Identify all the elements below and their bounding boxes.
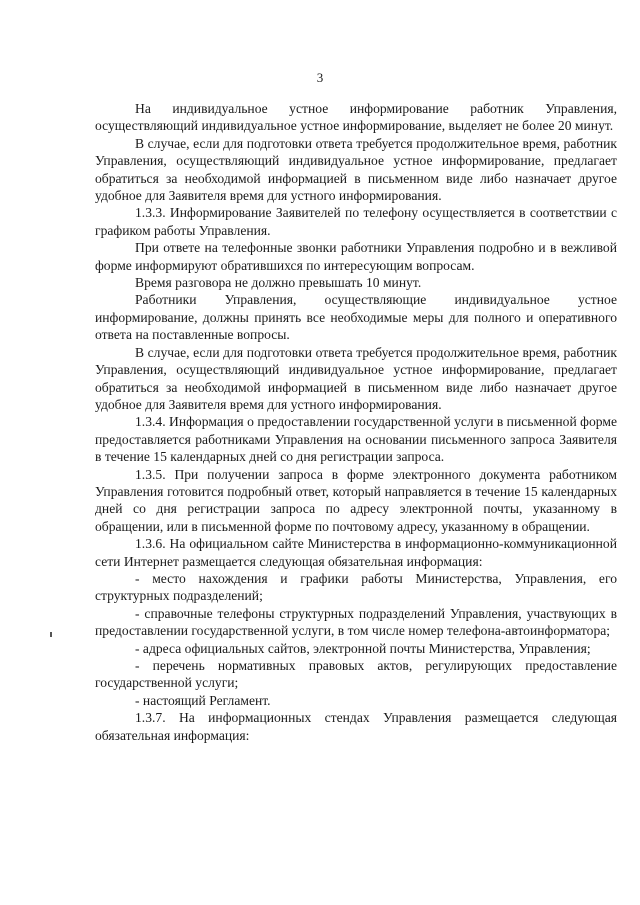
paragraph: Работники Управления, осуществляющие индивидуальное устное информирование, должны принять все необходимые меры для полного и оперативного ответа на поставленные вопросы. <box>95 292 617 343</box>
paragraph: На индивидуальное устное информирование работник Управления, осуществляющий индивидуальное устное информирование, выделяет не более 20 минут. <box>95 101 617 134</box>
paragraph: В случае, если для подготовки ответа требуется продолжительное время, работник Управления, осуществляющий индивидуальное устное информирование, предлагает обратиться за необходимой информацией в письменном виде либо назначает другое удобное для Заявителя время для устного информирования. <box>95 344 617 412</box>
paragraph: 1.3.6. На официальном сайте Министерства в информационно-коммуникационной сети Интернет размещается следующая обязательная информация: <box>95 536 617 569</box>
list-item: - настоящий Регламент. <box>135 692 271 708</box>
list-item: - место нахождения и графики работы Министерства, Управления, его структурных подразделений; <box>95 570 617 604</box>
page-number: 3 <box>316 70 324 85</box>
paragraph: При ответе на телефонные звонки работники Управления подробно и в вежливой форме информируют обратившихся по интересующим вопросам. <box>95 240 617 273</box>
document-body <box>95 100 617 744</box>
list-item: - адреса официальных сайтов, электронной почты Министерства, Управления; <box>135 640 591 656</box>
list-item: - справочные телефоны структурных подразделений Управления, участвующих в предоставлении государственной услуги, в том числе номер телефона-автоинформатора; <box>95 605 617 639</box>
paragraph: 1.3.3. Информирование Заявителей по телефону осуществляется в соответствии с графиком работы Управления. <box>95 205 617 238</box>
paragraph: Время разговора не должно превышать 10 минут. <box>135 275 422 291</box>
paragraph: В случае, если для подготовки ответа требуется продолжительное время, работник Управления, осуществляющий индивидуальное устное информирование, предлагает обратиться за необходимой информацией в письменном виде либо назначает другое удобное для Заявителя время для устного информирования. <box>95 135 617 204</box>
margin-mark <box>50 632 52 637</box>
paragraph: 1.3.4. Информация о предоставлении государственной услуги в письменной форме предоставляется работниками Управления на основании письменного запроса Заявителя в течение 15 календарных дней со дня регистрации запроса. <box>95 414 617 465</box>
paragraph: 1.3.7. На информационных стендах Управления размещается следующая обязательная информация: <box>95 710 617 743</box>
list-item: - перечень нормативных правовых актов, регулирующих предоставление государственной услуги; <box>95 658 617 691</box>
paragraph: 1.3.5. При получении запроса в форме электронного документа работником Управления готовится подробный ответ, который направляется в течение 15 календарных дней со дня регистрации запроса по адресу электронной почты, указанному в обращении, или в письменной форме по почтовому адресу, указанному в обращении. <box>95 466 617 534</box>
